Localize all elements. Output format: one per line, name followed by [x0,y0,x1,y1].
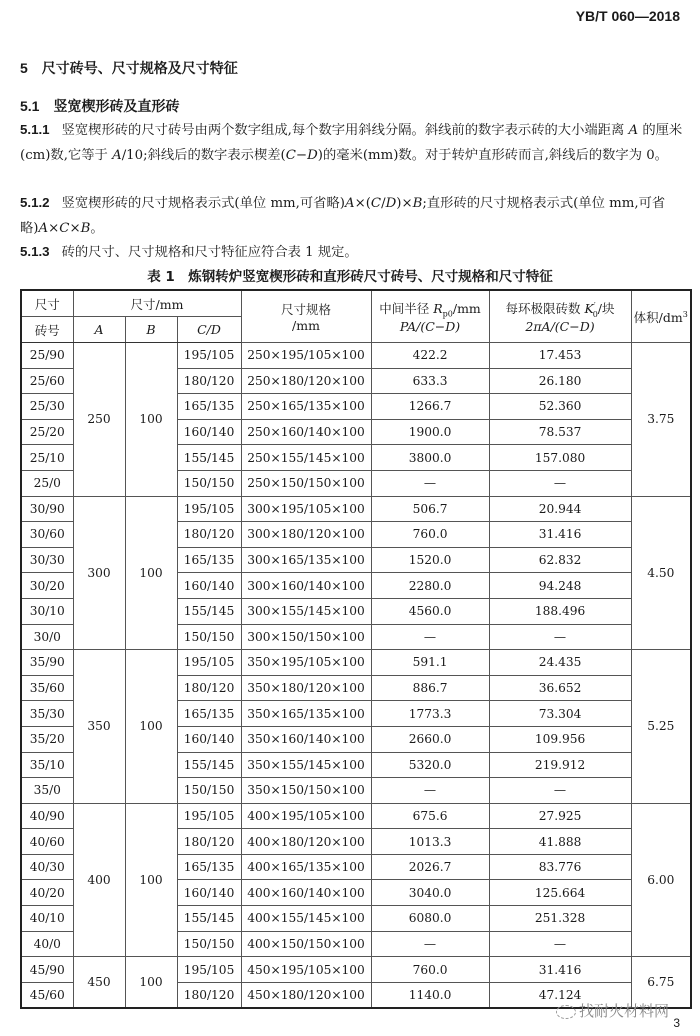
header-text: 中间半径 [379,301,434,317]
cell-brick-count: 73.304 [489,701,631,727]
cell-radius: 2660.0 [371,726,489,752]
cell-spec: 300×160/140×100 [241,573,371,599]
cell-b: 100 [125,496,177,650]
cell-b: 100 [125,803,177,957]
cell-spec: 350×150/150×100 [241,778,371,804]
cell-radius: 2280.0 [371,573,489,599]
clause-text: 砖的尺寸、尺寸规格和尺寸特征应符合表 1 规定。 [61,245,358,260]
cell-cd: 180/120 [177,829,241,855]
clause-number: 5.1.2 [20,195,50,210]
cell-cd: 195/105 [177,650,241,676]
watermark-text: 找耐火材料网 [579,1002,670,1020]
cell-cd: 160/140 [177,880,241,906]
cell-brick-count: 27.925 [489,803,631,829]
cell-cd: 165/135 [177,854,241,880]
cell-brick-no: 30/60 [21,522,73,548]
cell-radius: 760.0 [371,957,489,983]
cell-brick-count: 52.360 [489,394,631,420]
section-5-1-heading [20,96,179,116]
cell-spec: 350×160/140×100 [241,726,371,752]
var-d: D [385,196,397,211]
clause-number: 5.1.3 [20,244,50,259]
header-text: 尺寸 [34,296,60,312]
table-row [21,650,691,676]
cell-volume: 3.75 [631,343,691,497]
cell-spec: 350×155/145×100 [241,752,371,778]
cell-brick-no: 45/90 [21,957,73,983]
cell-radius: 675.6 [371,803,489,829]
header-size-mm: 尺寸/mm [73,290,241,317]
header-text: B [146,322,156,337]
cell-radius: 1140.0 [371,982,489,1008]
cell-brick-no: 30/0 [21,624,73,650]
cell-brick-no: 40/0 [21,931,73,957]
cell-volume: 5.25 [631,650,691,804]
section-title: 竖宽楔形砖及直形砖 [53,99,180,115]
cell-brick-no: 30/90 [21,496,73,522]
cell-brick-no: 40/30 [21,854,73,880]
cell-spec: 400×160/140×100 [241,880,371,906]
clause-text: /10;斜线后的数字表示楔差( [121,147,286,163]
clause-text: )的毫米(mm)数。对于转炉直形砖而言,斜线后的数字为 0。 [317,147,668,163]
cell-radius: 3040.0 [371,880,489,906]
cell-volume: 6.75 [631,957,691,1009]
clause-text: ;直形砖的尺寸规格表示式(单位 mm,可省略) [20,196,666,236]
cell-brick-no: 25/20 [21,419,73,445]
header-text: 尺寸规格 [281,302,332,317]
clause-text: 。 [90,220,104,236]
header-brick-count [489,290,631,343]
cell-a: 300 [73,496,125,650]
header-spec [241,290,371,343]
cell-radius: 506.7 [371,496,489,522]
cell-brick-no: 35/60 [21,675,73,701]
cell-brick-no: 25/60 [21,368,73,394]
cell-radius: 5320.0 [371,752,489,778]
header-col-a [73,317,125,343]
section-5-heading [20,58,238,78]
cell-brick-count: 36.652 [489,675,631,701]
cell-b: 100 [125,650,177,804]
cell-brick-count: 26.180 [489,368,631,394]
var-b: B [80,220,91,236]
cell-cd: 180/120 [177,368,241,394]
table-row [21,803,691,829]
cell-volume: 6.00 [631,803,691,957]
header-col-cd [177,317,241,343]
table-title: 表 1 炼钢转炉竖宽楔形砖和直形砖尺寸砖号、尺寸规格和尺寸特征 [147,269,553,285]
cell-a: 400 [73,803,125,957]
cell-cd: 160/140 [177,726,241,752]
clause-text: 竖宽楔形砖的尺寸砖号由两个数字组成,每个数字用斜线分隔。斜线前的数字表示砖的大小端距离 [61,123,629,138]
cell-brick-count: 31.416 [489,957,631,983]
cell-brick-no: 40/20 [21,880,73,906]
cell-spec: 250×165/135×100 [241,394,371,420]
cell-brick-no: 25/30 [21,394,73,420]
var-b: B [412,196,423,211]
cell-cd: 150/150 [177,778,241,804]
cell-cd: 195/105 [177,343,241,369]
cell-brick-count: 188.496 [489,598,631,624]
cell-a: 450 [73,957,125,1009]
table-row [21,343,691,369]
cell-brick-no: 30/10 [21,598,73,624]
cell-brick-no: 35/10 [21,752,73,778]
cell-cd: 180/120 [177,675,241,701]
clause-text: − [295,147,308,163]
header-brick-no [21,290,73,317]
cell-spec: 400×165/135×100 [241,854,371,880]
superscript: 3 [682,309,688,319]
cell-spec: 450×195/105×100 [241,957,371,983]
cell-cd: 150/150 [177,470,241,496]
cell-spec: 300×195/105×100 [241,496,371,522]
cell-spec: 350×165/135×100 [241,701,371,727]
cell-radius: 6080.0 [371,906,489,932]
header-col-b [125,317,177,343]
cell-radius: 2026.7 [371,854,489,880]
cell-brick-count: — [489,931,631,957]
table-body [21,343,691,1009]
cell-brick-no: 35/90 [21,650,73,676]
cell-brick-count: 109.956 [489,726,631,752]
cell-brick-no: 40/10 [21,906,73,932]
clause-text: / [381,196,386,211]
subscript: 0 [592,309,598,319]
cell-brick-no: 45/60 [21,982,73,1008]
cell-spec: 250×160/140×100 [241,419,371,445]
brick-size-table [20,289,692,1009]
cell-radius: — [371,624,489,650]
cell-brick-no: 40/60 [21,829,73,855]
cell-spec: 300×165/135×100 [241,547,371,573]
subscript: p0 [442,309,453,319]
clause-text: 的厘米(cm)数,它等于 [20,123,683,163]
cell-radius: 633.3 [371,368,489,394]
header-radius [371,290,489,343]
cell-volume: 4.50 [631,496,691,650]
header-text: 每环极限砖数 [505,301,585,317]
cell-spec: 250×195/105×100 [241,343,371,369]
cell-cd: 165/135 [177,394,241,420]
cell-brick-no: 35/30 [21,701,73,727]
cell-radius: 1520.0 [371,547,489,573]
cell-radius: 1266.7 [371,394,489,420]
cell-b: 100 [125,343,177,497]
section-number: 5.1 [20,98,40,114]
cell-radius: — [371,931,489,957]
cell-brick-no: 25/90 [21,343,73,369]
cell-brick-count: — [489,778,631,804]
cell-brick-count: 24.435 [489,650,631,676]
clause-5-1-2 [20,191,688,241]
cell-radius: 422.2 [371,343,489,369]
cell-cd: 150/150 [177,931,241,957]
cell-brick-count: 17.453 [489,343,631,369]
cell-brick-no: 30/30 [21,547,73,573]
cell-cd: 195/105 [177,496,241,522]
header-text: 体积/dm [633,309,683,325]
cell-brick-count: 251.328 [489,906,631,932]
cell-radius: 3800.0 [371,445,489,471]
cell-radius: 4560.0 [371,598,489,624]
cell-b: 100 [125,957,177,1009]
cell-cd: 160/140 [177,419,241,445]
cell-spec: 300×155/145×100 [241,598,371,624]
header-text: A [94,322,104,337]
cell-radius: 1773.3 [371,701,489,727]
standard-code: YB/T 060—2018 [575,8,680,24]
cell-cd: 155/145 [177,906,241,932]
header-brick-no-line2: 砖号 [21,317,73,343]
cell-cd: 160/140 [177,573,241,599]
cell-brick-count: 125.664 [489,880,631,906]
symbol-r: R [433,301,443,317]
cell-brick-count: 83.776 [489,854,631,880]
cell-brick-count: — [489,624,631,650]
cell-spec: 250×155/145×100 [241,445,371,471]
clause-5-1-1 [20,118,688,168]
cell-cd: 155/145 [177,445,241,471]
clause-text: × [69,220,81,236]
cell-a: 250 [73,343,125,497]
cell-cd: 155/145 [177,598,241,624]
cell-cd: 195/105 [177,803,241,829]
cell-radius: 886.7 [371,675,489,701]
cell-spec: 250×180/120×100 [241,368,371,394]
cell-radius: 1013.3 [371,829,489,855]
cell-spec: 250×150/150×100 [241,470,371,496]
cell-spec: 400×195/105×100 [241,803,371,829]
var-a: A [38,220,49,236]
cell-brick-no: 35/20 [21,726,73,752]
cell-cd: 155/145 [177,752,241,778]
cell-brick-count: 41.888 [489,829,631,855]
cell-brick-no: 30/20 [21,573,73,599]
cell-radius: — [371,470,489,496]
header-text: C/D [197,322,221,337]
cell-brick-count: 20.944 [489,496,631,522]
page-number: 3 [673,1016,680,1030]
cell-cd: 195/105 [177,957,241,983]
cell-brick-no: 40/90 [21,803,73,829]
cell-cd: 180/120 [177,522,241,548]
cell-spec: 350×180/120×100 [241,675,371,701]
cell-brick-no: 35/0 [21,778,73,804]
section-title: 尺寸砖号、尺寸规格及尺寸特征 [41,61,238,77]
var-a: A [344,196,355,211]
clause-text: ×( [354,196,371,211]
cell-spec: 450×180/120×100 [241,982,371,1008]
cell-brick-count: 219.912 [489,752,631,778]
cell-radius: 760.0 [371,522,489,548]
cell-brick-count: — [489,470,631,496]
cell-brick-count: 47.124 [489,982,631,1008]
cell-spec: 350×195/105×100 [241,650,371,676]
cell-spec: 400×180/120×100 [241,829,371,855]
header-text: /mm [452,301,481,317]
cell-radius: 1900.0 [371,419,489,445]
cell-brick-count: 94.248 [489,573,631,599]
cell-brick-count: 157.080 [489,445,631,471]
cell-brick-count: 78.537 [489,419,631,445]
symbol-k: K [584,301,594,317]
cell-brick-count: 31.416 [489,522,631,548]
header-text: /mm [292,318,320,333]
header-text: /块 [597,301,615,317]
section-number: 5 [20,60,28,76]
watermark [556,1000,669,1021]
cell-brick-no: 25/10 [21,445,73,471]
var-a: A [112,147,122,163]
cell-spec: 400×150/150×100 [241,931,371,957]
wechat-icon [556,1005,576,1019]
cell-a: 350 [73,650,125,804]
var-c: C [285,147,296,163]
formula: PA/(C−D) [399,318,461,334]
table-row [21,496,691,522]
clause-number: 5.1.1 [20,122,50,137]
cell-spec: 300×180/120×100 [241,522,371,548]
cell-brick-count: 62.832 [489,547,631,573]
var-d: D [307,147,318,163]
formula: 2πA/(C−D) [525,318,595,334]
cell-cd: 150/150 [177,624,241,650]
cell-spec: 400×155/145×100 [241,906,371,932]
table-row [21,957,691,983]
cell-spec: 300×150/150×100 [241,624,371,650]
cell-brick-no: 25/0 [21,470,73,496]
clause-text: 竖宽楔形砖的尺寸规格表示式(单位 mm,可省略) [61,196,345,211]
var-c: C [370,196,382,211]
header-volume [631,290,691,343]
cell-cd: 165/135 [177,701,241,727]
superscript: ′ [593,301,596,311]
clause-text: × [48,220,60,236]
clause-5-1-3 [20,240,688,266]
cell-radius: 591.1 [371,650,489,676]
clause-text: )× [396,196,413,211]
var-c: C [59,220,70,236]
cell-cd: 180/120 [177,982,241,1008]
cell-radius: — [371,778,489,804]
cell-cd: 165/135 [177,547,241,573]
var-a: A [628,123,639,138]
